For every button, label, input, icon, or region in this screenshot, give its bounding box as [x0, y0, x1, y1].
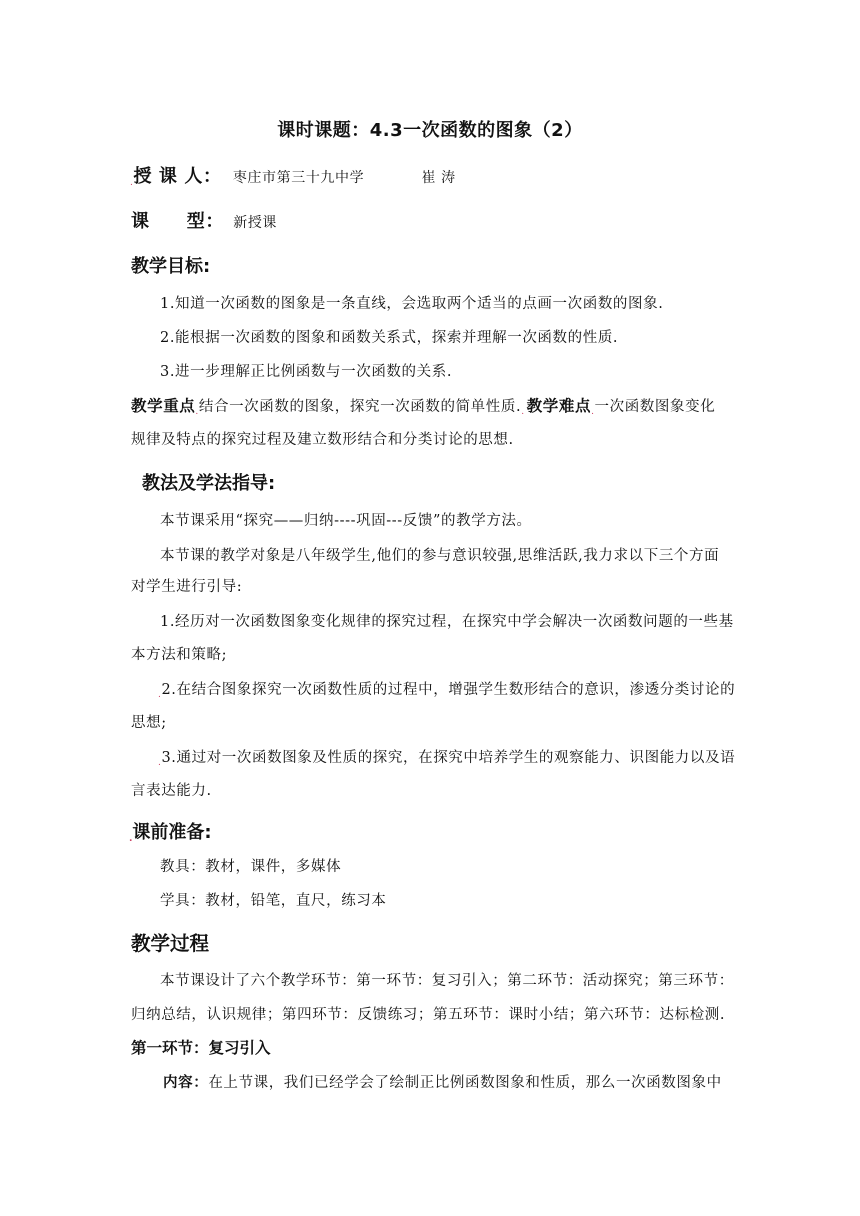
paragraph-mark: .: [130, 178, 134, 188]
teacher-row: [130, 162, 456, 188]
key-point-text: 结合一次函数的图象，探究一次函数的简单性质.: [198, 399, 522, 415]
prep-heading: 课前准备:: [132, 822, 212, 843]
page-title: 课时课题：4.3一次函数的图象（2）: [277, 120, 583, 141]
lesson-type-row: [131, 207, 277, 233]
guide-item-text: 3.通过对一次函数图象及性质的探究，在探究中培养学生的观察能力、识图能力以及语: [161, 750, 736, 766]
guide-item-cont: 言表达能力.: [131, 783, 212, 799]
content-row: [163, 1071, 722, 1092]
content-text: 在上节课，我们已经学会了绘制正比例函数图象和性质，那么一次函数图象中: [208, 1075, 722, 1091]
process-paragraph-cont: 归纳总结，认识规律；第四环节：反馈练习；第五环节：课时小结；第六环节：达标检测.: [131, 1007, 726, 1023]
methods-paragraph: 本节课的教学对象是八年级学生,他们的参与意识较强,思维活跃,我力求以下三个方面: [160, 548, 720, 564]
difficulty-label: 教学难点: [526, 397, 592, 415]
guide-item: [158, 678, 735, 700]
paragraph-mark: .: [521, 407, 525, 417]
methods-paragraph-cont: 对学生进行引导:: [131, 579, 243, 595]
guide-item-cont: 思想;: [131, 715, 167, 731]
step1-heading: 第一环节：复习引入: [131, 1039, 271, 1057]
paragraph-mark: .: [591, 407, 595, 417]
guide-item: 1.经历对一次函数图象变化规律的探究过程，在探究中学会解决一次函数问题的一些基: [160, 614, 734, 630]
student-tools: 学具：教材，铅笔，直尺，练习本: [160, 893, 387, 909]
goals-heading: 教学目标:: [131, 256, 211, 277]
lesson-type-label: 课 型：: [131, 211, 224, 232]
teacher-tools: 教具：教材，课件，多媒体: [160, 859, 342, 875]
methods-heading: 教法及学法指导:: [142, 473, 276, 494]
methods-paragraph: 本节课采用“探究——归纳----巩固---反馈”的教学方法。: [160, 513, 532, 529]
teacher-label: 授 课 人：: [133, 166, 222, 187]
prep-heading-row: [129, 818, 212, 844]
guide-item-cont: 本方法和策略;: [131, 647, 228, 663]
paragraph-mark: .: [158, 758, 162, 768]
guide-item: [158, 746, 735, 768]
difficulty-text-cont: 规律及特点的探究过程及建立数形结合和分类讨论的思想.: [131, 432, 514, 448]
teacher-school: 枣庄市第三十九中学: [232, 170, 365, 186]
process-paragraph: 本节课设计了六个教学环节：第一环节：复习引入；第二环节：活动探究；第三环节：: [160, 973, 734, 989]
difficulty-text: 一次函数图象变化: [594, 399, 716, 415]
paragraph-mark: .: [195, 407, 199, 417]
goal-item: 3.进一步理解正比例函数与一次函数的关系.: [160, 364, 453, 380]
lesson-type-value: 新授课: [233, 215, 278, 231]
paragraph-mark: .: [129, 834, 133, 844]
paragraph-mark: .: [158, 690, 162, 700]
process-heading: 教学过程: [131, 932, 210, 955]
guide-item-text: 2.在结合图象探究一次函数性质的过程中，增强学生数形结合的意识，渗透分类讨论的: [161, 682, 736, 698]
goal-item: 1.知道一次函数的图象是一条直线，会选取两个适当的点画一次函数的图象.: [160, 296, 664, 312]
content-label: 内容：: [163, 1075, 209, 1091]
goal-item: 2.能根据一次函数的图象和函数关系式，探索并理解一次函数的性质.: [160, 330, 619, 346]
keypoints-row: [131, 394, 715, 417]
teacher-name: 崔 涛: [421, 170, 456, 186]
key-point-label: 教学重点: [131, 397, 196, 415]
